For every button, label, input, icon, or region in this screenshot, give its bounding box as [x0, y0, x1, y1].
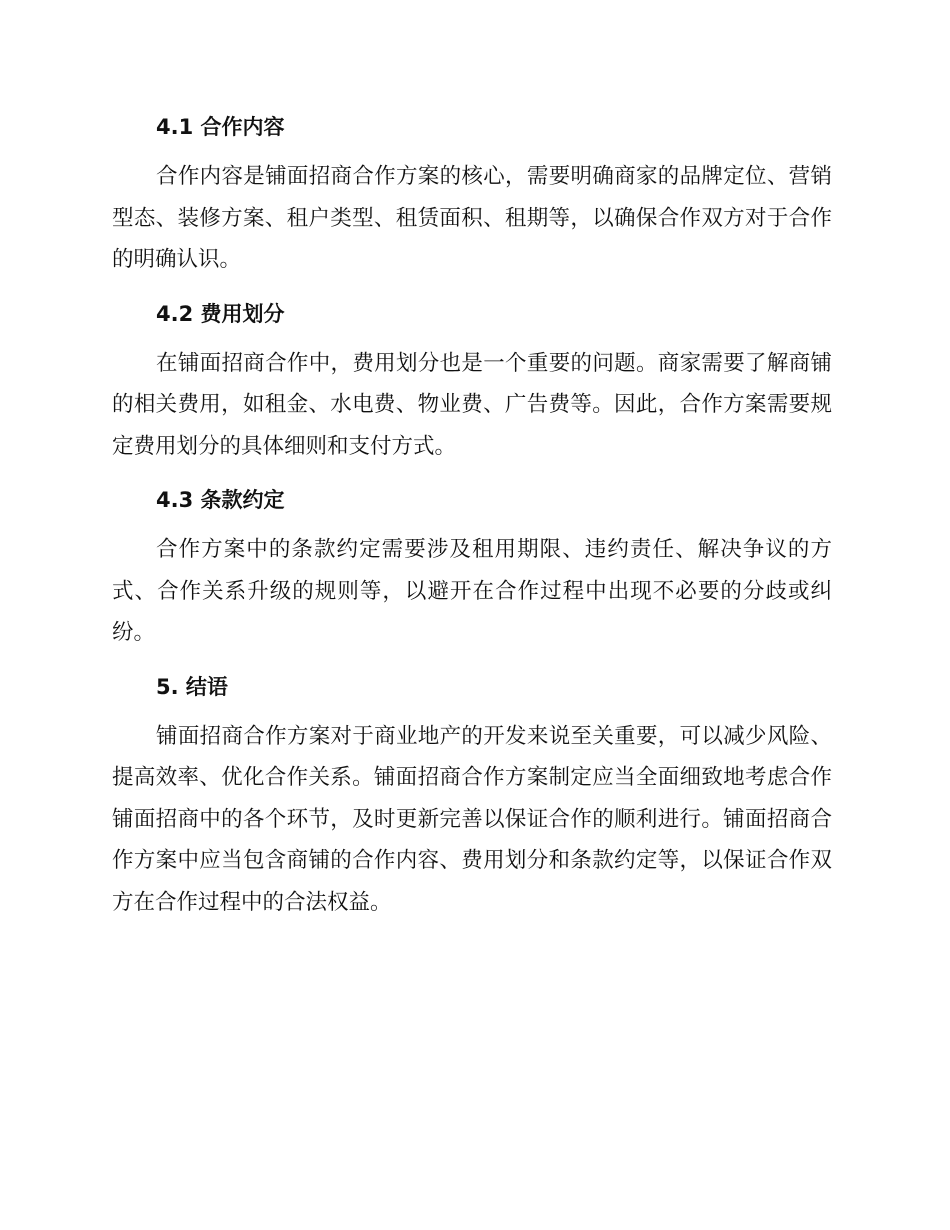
- section-heading: 5. 结语: [156, 674, 228, 699]
- section-paragraph: 合作内容是铺面招商合作方案的核心，需要明确商家的品牌定位、营销型态、装修方案、租户类型、租赁面积、租期等，以确保合作双方对于合作的明确认识。: [112, 164, 832, 272]
- section-heading: 4.1 合作内容: [156, 115, 285, 139]
- section-paragraph: 合作方案中的条款约定需要涉及租用期限、违约责任、解决争议的方式、合作关系升级的规则等，以避开在合作过程中出现不必要的分歧或纠纷。: [112, 537, 832, 645]
- section-conclusion: [112, 668, 832, 924]
- section-heading: 4.2 费用划分: [156, 301, 285, 326]
- section-heading: 4.3 条款约定: [156, 488, 285, 512]
- section-cost-division: [112, 295, 832, 468]
- section-paragraph: 在铺面招商合作中，费用划分也是一个重要的问题。商家需要了解商铺的相关费用，如租金、水电费、物业费、广告费等。因此，合作方案需要规定费用划分的具体细则和支付方式。: [112, 350, 832, 459]
- section-paragraph: 铺面招商合作方案对于商业地产的开发来说至关重要，可以减少风险、提高效率、优化合作关系。铺面招商合作方案制定应当全面细致地考虑合作铺面招商中的各个环节，及时更新完善以保证合作的顺利进行。铺面招商合作方案中应当包含商铺的合作内容、费用划分和条款约定等，以保证合作双方在合作过程中的合法权益。: [112, 723, 832, 915]
- section-terms-agreement: [112, 481, 832, 654]
- section-cooperation-content: [112, 108, 832, 281]
